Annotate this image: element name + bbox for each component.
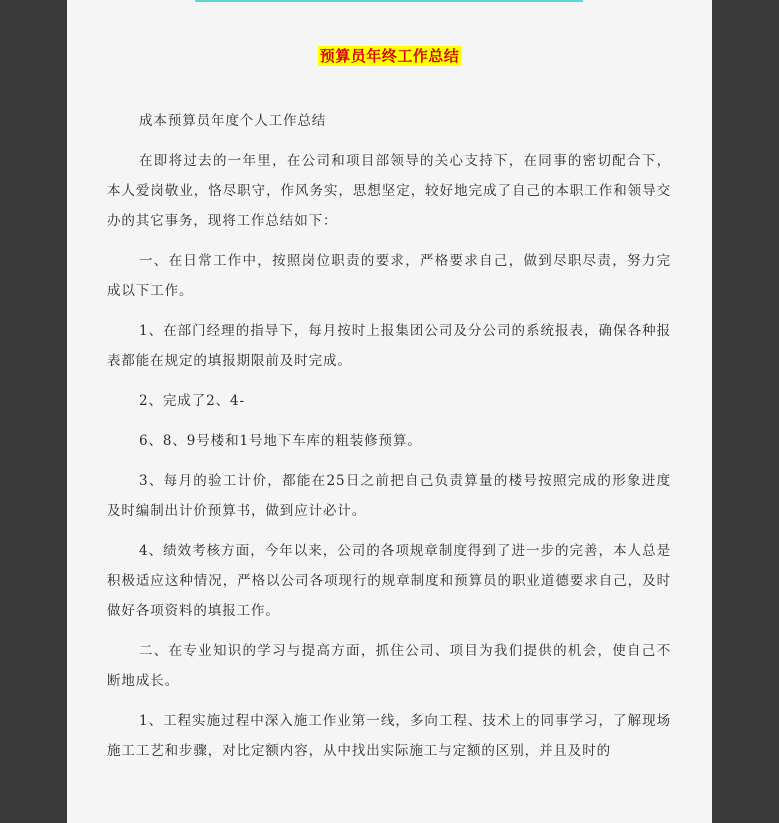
top-rule [195, 0, 583, 2]
paragraph-section-2: 二、在专业知识的学习与提高方面，抓住公司、项目为我们提供的机会，使自己不断地成长。 [107, 643, 671, 689]
paragraph-section-2-item-1: 1、工程实施过程中深入施工作业第一线，多向工程、技术上的同事学习，了解现场施工工艺和步骤，对比定额内容，从中找出实际施工与定额的区别，并且及时的 [107, 713, 671, 759]
paragraph-subtitle: 成本预算员年度个人工作总结 [139, 113, 327, 129]
document-page [67, 0, 712, 823]
title-container [67, 46, 712, 66]
document-body [107, 106, 671, 776]
paragraph-item-1: 1、在部门经理的指导下，每月按时上报集团公司及分公司的系统报表，确保各种报表都能在规定的填报期限前及时完成。 [107, 323, 671, 369]
paragraph-item-2a: 2、完成了2、4- [139, 393, 245, 409]
paragraph-item-3: 3、每月的验工计价，都能在25日之前把自己负责算量的楼号按照完成的形象进度及时编制出计价预算书，做到应计必计。 [107, 473, 671, 519]
paragraph-intro: 在即将过去的一年里，在公司和项目部领导的关心支持下，在同事的密切配合下，本人爱岗敬业，恪尽职守，作风务实，思想坚定，较好地完成了自己的本职工作和领导交办的其它事务，现将工作总结如下： [107, 153, 671, 229]
document-title: 预算员年终工作总结 [319, 47, 460, 65]
paragraph-item-4: 4、绩效考核方面，今年以来，公司的各项规章制度得到了进一步的完善，本人总是积极适应这种情况，严格以公司各项现行的规章制度和预算员的职业道德要求自己，及时做好各项资料的填报工作。 [107, 543, 671, 619]
paragraph-section-1: 一、在日常工作中，按照岗位职责的要求，严格要求自己，做到尽职尽责，努力完成以下工作。 [107, 253, 671, 299]
paragraph-item-2b: 6、8、9号楼和1号地下车库的粗装修预算。 [139, 433, 422, 449]
